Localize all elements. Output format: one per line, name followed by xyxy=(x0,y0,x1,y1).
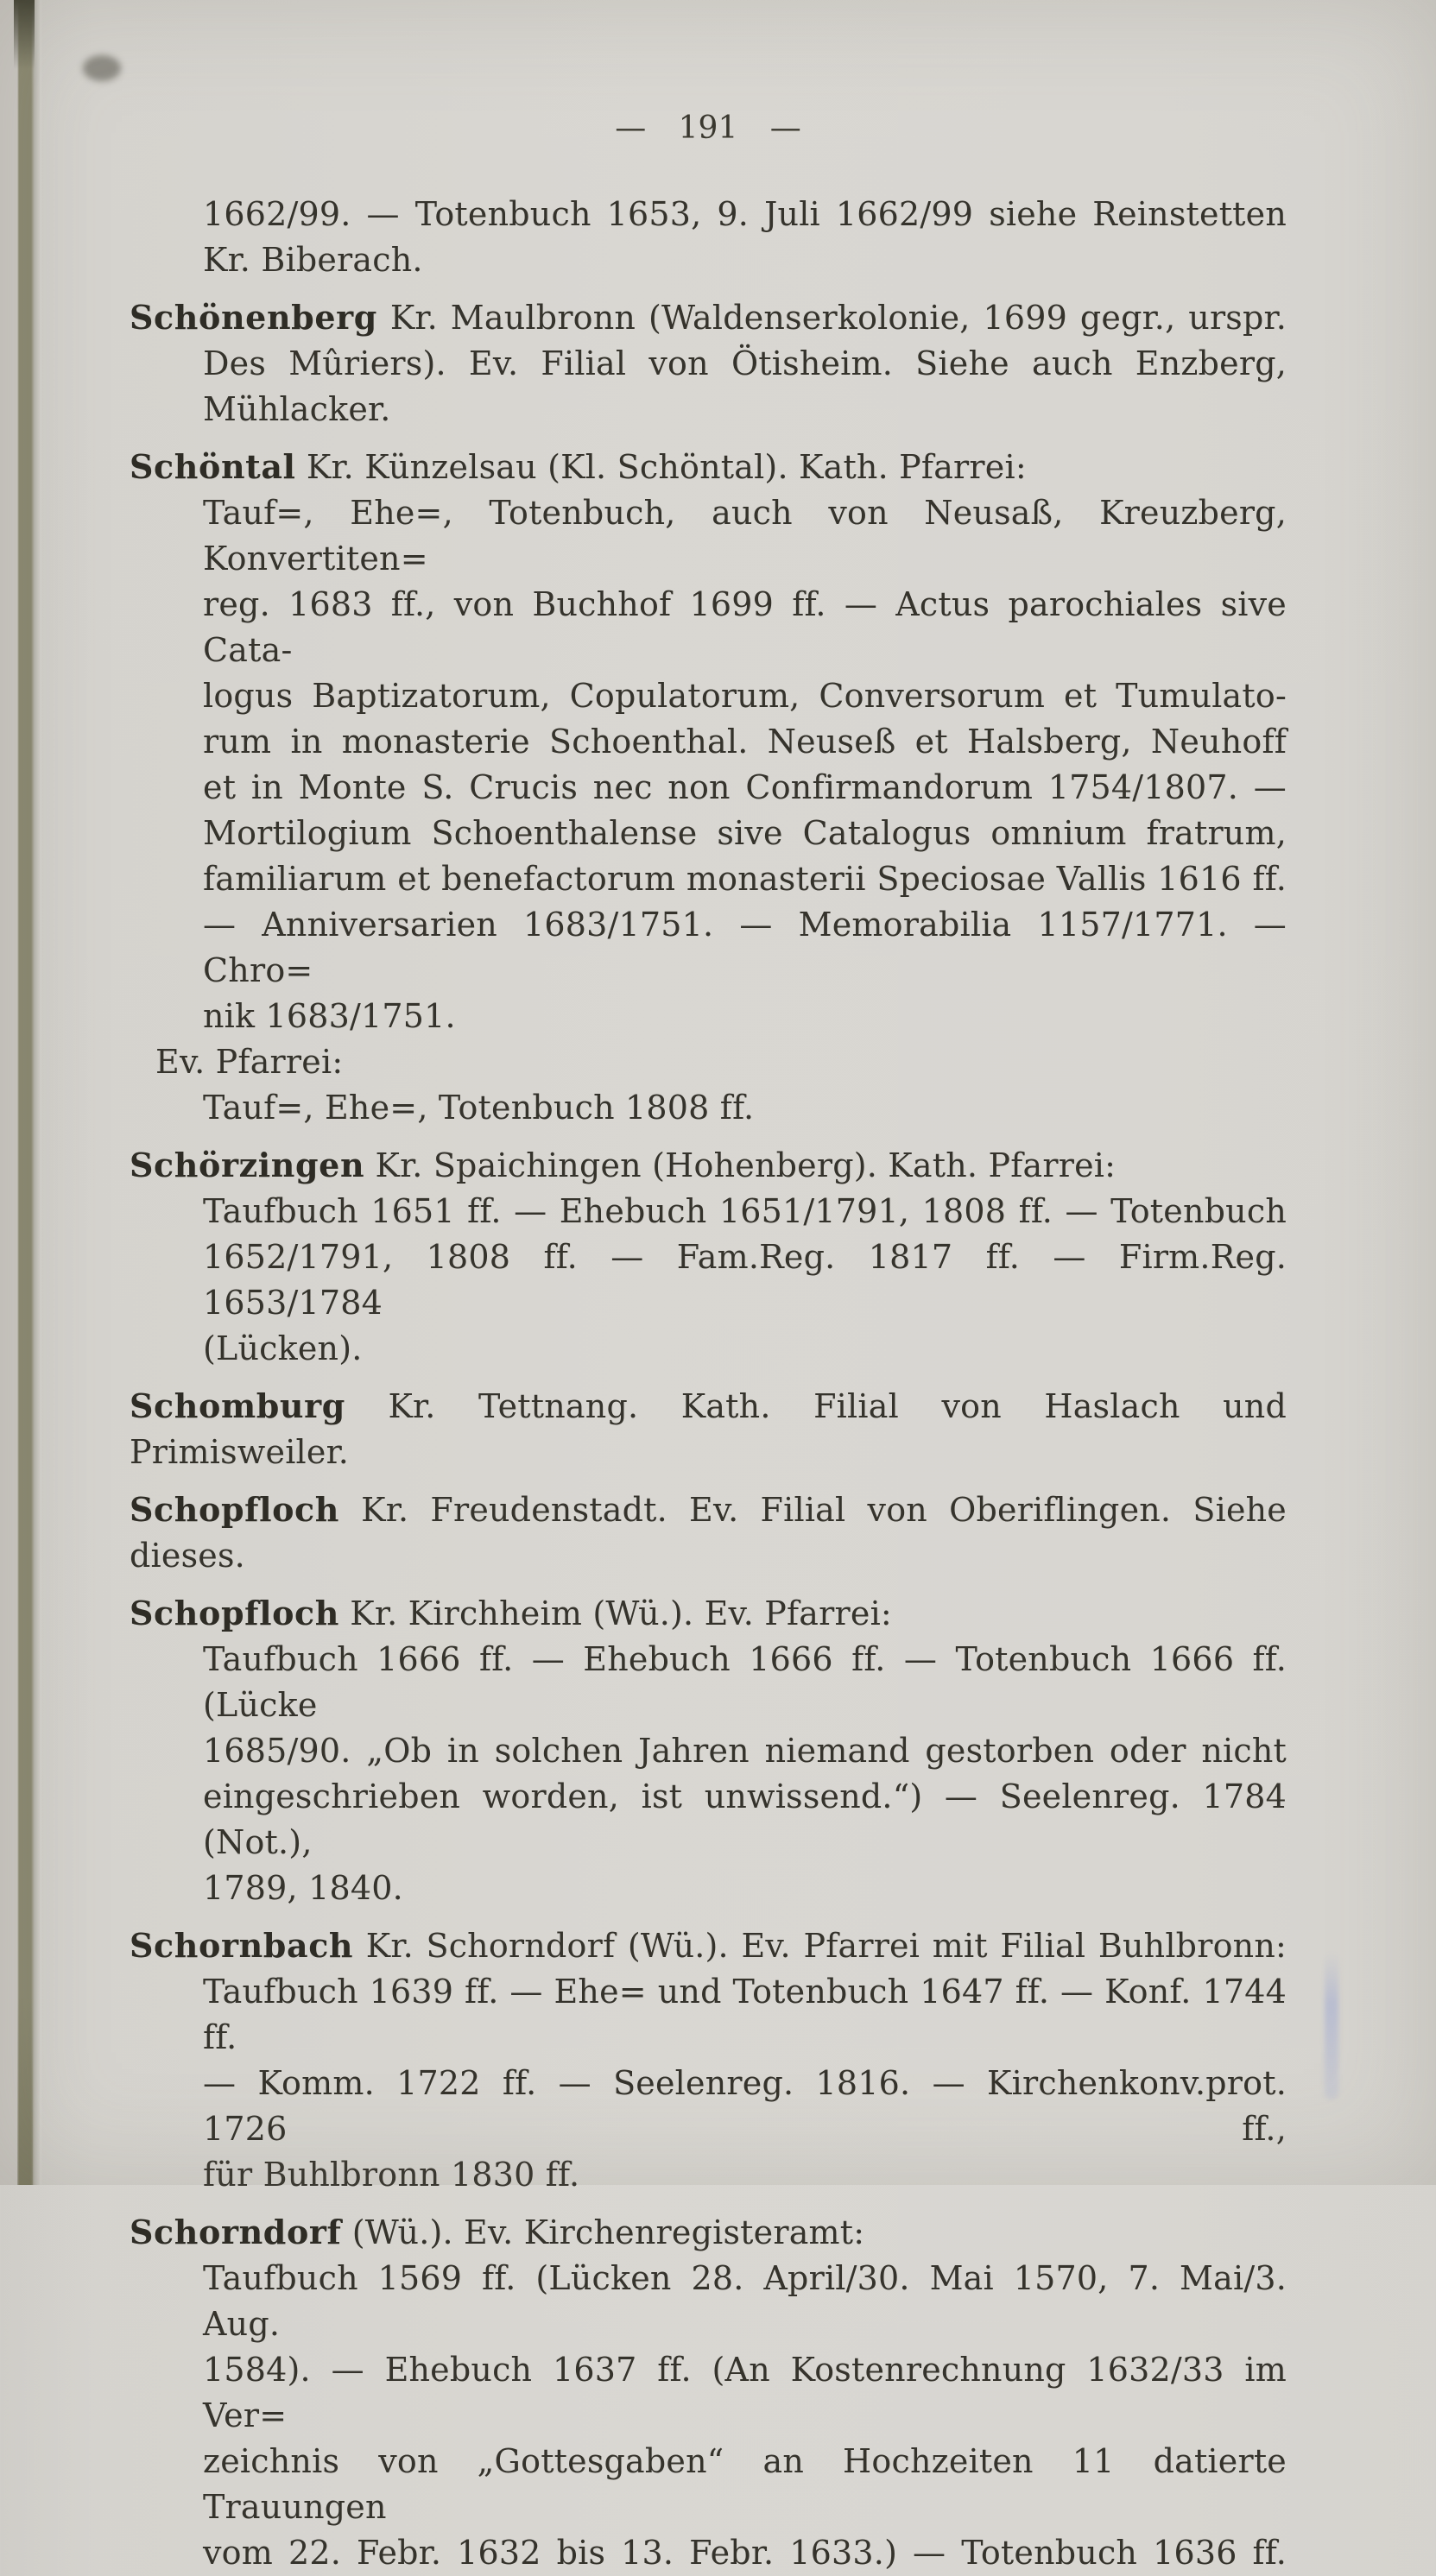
text-line: Tauf=, Ehe=, Totenbuch, auch von Neusaß, Kreuzberg, Konvertiten= xyxy=(203,494,1287,578)
entry-schopfloch-freudenstadt xyxy=(130,1487,1287,1579)
text-line xyxy=(130,1487,1287,1579)
entry-schomburg xyxy=(130,1383,1287,1475)
entry-headword: Schönenberg xyxy=(130,298,377,337)
text-line: 1584). — Ehebuch 1637 ff. (An Kostenrechnung 1632/33 im Ver= xyxy=(203,2351,1287,2434)
entry-text: (Wü.). Ev. Kirchenregisteramt: xyxy=(341,2213,865,2251)
text-line: Tauf=, Ehe=, Totenbuch 1808 ff. xyxy=(203,1089,755,1127)
entry-schornbach xyxy=(130,1923,1287,2198)
text-line: 1652/1791, 1808 ff. — Fam.Reg. 1817 ff. — Firm.Reg. 1653/1784 xyxy=(203,1238,1287,1322)
text-line xyxy=(130,444,1287,490)
text-line: Mortilogium Schoenthalense sive Catalogus omnium fratrum, xyxy=(203,814,1287,852)
text-line: eingeschrieben worden, ist unwissend.“) — Seelenreg. 1784 (Not.), xyxy=(203,1777,1287,1861)
entry-headword: Schöntal xyxy=(130,447,296,486)
text-line: familiarum et benefactorum monasterii Speciosae Vallis 1616 ff. xyxy=(203,860,1287,898)
text-line: reg. 1683 ff., von Buchhof 1699 ff. — Actus parochiales sive Cata- xyxy=(203,585,1287,669)
text-line: 1662/99. — Totenbuch 1653, 9. Juli 1662/99 siehe Reinstetten xyxy=(203,195,1287,233)
text-line: logus Baptizatorum, Copulatorum, Conversorum et Tumulato- xyxy=(203,677,1287,715)
entry-headword: Schorndorf xyxy=(130,2213,342,2251)
entry-text: Kr. Freudenstadt. Ev. Filial von Oberiflingen. Siehe dieses. xyxy=(130,1491,1287,1575)
text-line: für Buhlbronn 1830 ff. xyxy=(203,2156,580,2194)
entry-continuation-reinstetten xyxy=(130,192,1287,283)
entry-schoerzingen xyxy=(130,1142,1287,1372)
entry-text: Kr. Tettnang. Kath. Filial von Haslach und Primisweiler. xyxy=(130,1387,1287,1471)
entry-schoenenberg xyxy=(130,294,1287,432)
entry-text: Kr. Schorndorf (Wü.). Ev. Pfarrei mit Filial Buhlbronn: xyxy=(353,1927,1287,1965)
entry-schopfloch-kirchheim xyxy=(130,1590,1287,1911)
text-block xyxy=(130,110,1287,2576)
ink-smudge xyxy=(1325,1953,1338,2099)
corner-stain xyxy=(83,55,121,81)
text-line: Kr. Biberach. xyxy=(203,241,423,279)
text-line: Des Mûriers). Ev. Filial von Ötisheim. Siehe auch Enzberg, xyxy=(203,344,1287,382)
text-line: et in Monte S. Crucis nec non Confirmandorum 1754/1807. — xyxy=(203,768,1287,806)
text-line xyxy=(130,1383,1287,1475)
entry-text: Kr. Künzelsau (Kl. Schöntal). Kath. Pfarrei: xyxy=(295,448,1027,486)
text-line: Ev. Pfarrei: xyxy=(155,1043,344,1081)
entry-headword: Schörzingen xyxy=(130,1146,365,1184)
text-line xyxy=(130,294,1287,341)
text-line: Taufbuch 1666 ff. — Ehebuch 1666 ff. — Totenbuch 1666 ff. (Lücke xyxy=(203,1640,1287,1724)
text-line xyxy=(130,1923,1287,1969)
text-line: vom 22. Febr. 1632 bis 13. Febr. 1633.) — Totenbuch 1636 ff. xyxy=(203,2534,1287,2572)
entry-text: Kr. Maulbronn (Waldenserkolonie, 1699 gegr., urspr. xyxy=(376,299,1287,337)
text-line: Mühlacker. xyxy=(203,390,391,428)
text-line: 1789, 1840. xyxy=(203,1869,403,1907)
text-line xyxy=(130,1142,1287,1189)
text-line: rum in monasterie Schoenthal. Neuseß et Halsberg, Neuhoff xyxy=(203,723,1287,761)
entry-headword: Schopfloch xyxy=(130,1594,340,1632)
text-line: zeichnis von „Gottesgaben“ an Hochzeiten 11 datierte Trauungen xyxy=(203,2442,1287,2526)
text-line xyxy=(130,2209,1287,2256)
text-line: — Komm. 1722 ff. — Seelenreg. 1816. — Kirchenkonv.prot. 1726 ff., xyxy=(203,2064,1287,2148)
text-line: nik 1683/1751. xyxy=(203,997,456,1035)
text-line: Taufbuch 1639 ff. — Ehe= und Totenbuch 1647 ff. — Konf. 1744 ff. xyxy=(203,1973,1287,2056)
entry-headword: Schomburg xyxy=(130,1386,345,1425)
text-line xyxy=(130,1590,1287,1637)
text-line: (Lücken). xyxy=(203,1329,363,1367)
book-binding-shadow xyxy=(0,0,41,2185)
entry-schoental xyxy=(130,444,1287,1131)
text-line: 1685/90. „Ob in solchen Jahren niemand gestorben oder nicht xyxy=(203,1732,1287,1770)
entry-text: Kr. Kirchheim (Wü.). Ev. Pfarrei: xyxy=(339,1594,892,1632)
text-line: Taufbuch 1569 ff. (Lücken 28. April/30. Mai 1570, 7. Mai/3. Aug. xyxy=(203,2259,1287,2343)
text-line: Taufbuch 1651 ff. — Ehebuch 1651/1791, 1808 ff. — Totenbuch xyxy=(203,1192,1287,1230)
entry-schorndorf xyxy=(130,2209,1287,2576)
page-number: — 191 — xyxy=(615,110,801,146)
entry-headword: Schopfloch xyxy=(130,1490,340,1529)
text-line: — Anniversarien 1683/1751. — Memorabilia 1157/1771. — Chro= xyxy=(203,906,1287,989)
entry-headword: Schornbach xyxy=(130,1926,354,1965)
entry-text: Kr. Spaichingen (Hohenberg). Kath. Pfarrei: xyxy=(364,1146,1117,1184)
